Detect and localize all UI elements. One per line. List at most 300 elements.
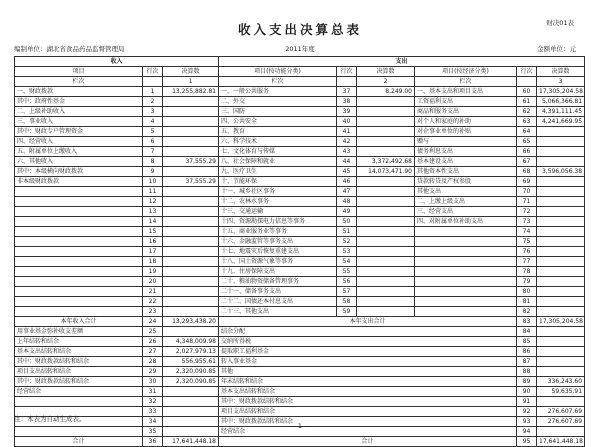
income-item: 一、财政拨款 [15,87,143,97]
carryover-value [163,327,219,337]
func-value: 8,249.00 [357,87,415,97]
table-row [15,137,585,147]
allocation-line: 92 [517,407,537,417]
income-value [163,187,219,197]
func-item: 二十二、国债还本付息支出 [219,297,337,307]
func-item: 十八、国土资源气象等事务 [219,257,337,267]
totals-row [15,317,585,327]
carryover-value [163,397,219,407]
carryover-line: 29 [143,367,163,377]
allocation-value: 276,607.69 [537,417,585,427]
econ-item: 债务利息支出 [415,147,517,157]
income-line: 15 [143,227,163,237]
col-header-item: 项目 [15,67,143,77]
carryover-line: 35 [143,427,163,437]
income-value [163,227,219,237]
econ-line: 63 [517,117,537,127]
econ-item: 贷款转贷及产权参股 [415,177,517,187]
col-header-line: 行次 [517,67,537,77]
func-line: 42 [337,137,357,147]
col-index-blank [517,77,537,87]
currency-unit: 金额单位：元 [537,45,576,53]
table-row [15,267,585,277]
allocation-line: 89 [517,377,537,387]
econ-item: 四、对附属单位补助支出 [415,217,517,227]
col-index-label: 栏次 [15,77,143,87]
income-line: 1 [143,87,163,97]
func-line: 51 [337,227,357,237]
income-item [15,197,143,207]
income-item [15,287,143,297]
income-value [163,207,219,217]
econ-line: 82 [517,307,537,317]
income-item [15,277,143,287]
econ-line: 60 [517,87,537,97]
col-header-econ-item: 项目(按经济分类) [415,67,517,77]
econ-item: 基本建设支出 [415,157,517,167]
income-value: 37,555.29 [163,157,219,167]
income-item [15,217,143,227]
econ-item: 对个人和家庭的补助 [415,117,517,127]
econ-value [537,217,585,227]
income-item [15,257,143,267]
expense-total-line: 83 [517,317,537,327]
income-line: 20 [143,277,163,287]
income-value [163,217,219,227]
econ-line: 64 [517,127,537,137]
econ-value [537,297,585,307]
func-item: 三、国防 [219,107,337,117]
allocation-value [537,347,585,357]
income-value: 13,255,882.81 [163,87,219,97]
econ-line: 69 [517,177,537,187]
carryover-value: 2,320,090.85 [163,367,219,377]
col-index-blank [143,77,163,87]
func-line: 53 [337,247,357,257]
income-item: 三、事业收入 [15,117,143,127]
income-line: 18 [143,257,163,267]
func-item: 六、科学技术 [219,137,337,147]
func-item: 八、社会保障和就业 [219,157,337,167]
func-line: 46 [337,177,357,187]
carryover-line: 30 [143,377,163,387]
func-item: 十四、资源勘探电力信息等事务 [219,217,337,227]
table-row [15,337,585,347]
func-item: 十六、金融监管等事务支出 [219,237,337,247]
expense-total-value: 17,305,204.58 [537,317,585,327]
econ-value [537,227,585,237]
func-value [357,297,415,307]
func-item: 五、教育 [219,127,337,137]
econ-value [537,187,585,197]
func-item: 十九、住房保障支出 [219,267,337,277]
econ-value [537,257,585,267]
func-line: 41 [337,127,357,137]
func-item: 九、医疗卫生 [219,167,337,177]
econ-line: 71 [517,197,537,207]
func-value [357,267,415,277]
col-index-label: 栏次 [415,77,517,87]
income-expense-table [14,56,585,447]
func-item: 一、一般公共服务 [219,87,337,97]
econ-line: 61 [517,97,537,107]
func-item: 二、外交 [219,97,337,107]
econ-item [415,287,517,297]
organization-label: 编制单位：湖北省食品药品监督管理局 [14,45,125,53]
income-item: 六、其他收入 [15,157,143,167]
table-row [15,397,585,407]
econ-line: 81 [517,297,537,307]
allocation-line: 85 [517,337,537,347]
carryover-item: 上年结转和结余 [15,337,143,347]
col-index-2: 2 [357,77,415,87]
econ-line: 66 [517,147,537,157]
econ-item: 对企事业单位的补贴 [415,127,517,137]
carryover-value: 2,027,979.13 [163,347,219,357]
table-row [15,97,585,107]
footnote: 注：本表为自动生成表。 [14,415,86,423]
income-line: 9 [143,167,163,177]
carryover-value: 4,348,009.98 [163,337,219,347]
col-header-budget: 决算数 [537,67,585,77]
table-row [15,117,585,127]
allocation-value [537,357,585,367]
income-line: 5 [143,127,163,137]
table-row [15,307,585,317]
func-line: 37 [337,87,357,97]
carryover-value [163,387,219,397]
allocation-line: 93 [517,417,537,427]
func-value [357,217,415,227]
func-value [357,187,415,197]
carryover-line: 25 [143,327,163,337]
table-row [15,327,585,337]
econ-value: 3,596,056.38 [537,167,585,177]
income-item: 非本级财政拨款 [15,177,143,187]
econ-line: 77 [517,257,537,267]
allocation-line: 94 [517,427,537,437]
allocation-line: 84 [517,327,537,337]
income-value [163,287,219,297]
econ-item: 其他支出 [415,187,517,197]
allocation-value [537,367,585,377]
econ-item [415,267,517,277]
income-item [15,267,143,277]
income-line: 10 [143,177,163,187]
func-line: 44 [337,157,357,167]
table-row [15,247,585,257]
carryover-line: 34 [143,417,163,427]
func-item: 七、文化体育与传媒 [219,147,337,157]
econ-value [537,307,585,317]
func-value [357,107,415,117]
table-row [15,87,585,97]
func-line: 43 [337,147,357,157]
func-line: 59 [337,307,357,317]
income-item [15,297,143,307]
income-value [163,297,219,307]
income-value [163,267,219,277]
func-item: 二十三、其他支出 [219,307,337,317]
econ-value: 4,391,111.45 [537,107,585,117]
allocation-item: 提取职工福利基金 [219,347,517,357]
econ-value [537,237,585,247]
carryover-line: 32 [143,397,163,407]
income-line: 11 [143,187,163,197]
income-value [163,247,219,257]
carryover-line: 31 [143,387,163,397]
func-item: 四、公共安全 [219,117,337,127]
income-line: 14 [143,217,163,227]
allocation-value: 276,607.69 [537,407,585,417]
allocation-item: 转入事业基金 [219,357,517,367]
column-number-row [15,77,585,87]
carryover-line: 28 [143,357,163,367]
form-number: 财决01表 [546,19,574,27]
income-total-label: 本年收入合计 [15,317,143,327]
table-row [15,367,585,377]
func-value [357,307,415,317]
income-total-line: 24 [143,317,163,327]
func-value [357,177,415,187]
fiscal-year: 2011年度 [285,45,315,53]
func-value [357,227,415,237]
econ-item [415,297,517,307]
page-number: — 1 — [289,422,311,430]
econ-item: 其他资本性支出 [415,167,517,177]
func-value [357,147,415,157]
econ-line: 76 [517,247,537,257]
column-header-row [15,67,585,77]
econ-value [537,157,585,167]
allocation-value: 336,243.60 [537,377,585,387]
allocation-item: 结余分配 [219,327,517,337]
col-index-blank [337,77,357,87]
table-row [15,277,585,287]
table-row [15,197,585,207]
carryover-item: 经营结余 [15,387,143,397]
func-value [357,197,415,207]
econ-item [415,227,517,237]
func-line: 57 [337,287,357,297]
econ-value [537,197,585,207]
col-header-line: 行次 [337,67,357,77]
col-header-budget: 决算数 [163,67,219,77]
func-item: 十一、城乡社区事务 [219,187,337,197]
econ-line: 68 [517,167,537,177]
func-value [357,137,415,147]
func-value: 3,372,492.68 [357,157,415,167]
func-item: 十三、交通运输 [219,207,337,217]
allocation-value [537,337,585,347]
table-row [15,127,585,137]
econ-value: 5,066,366.81 [537,97,585,107]
income-value [163,167,219,177]
income-value [163,237,219,247]
carryover-line: 33 [143,407,163,417]
income-value [163,307,219,317]
func-line: 54 [337,257,357,267]
table-row [15,387,585,397]
func-value [357,207,415,217]
allocation-value: 59,635.91 [537,387,585,397]
table-row [15,147,585,157]
carryover-item: 基本支出结转和结余 [15,347,143,357]
func-line: 40 [337,117,357,127]
page-title: 收入支出决算总表 [237,22,362,37]
income-value [163,97,219,107]
allocation-item: 其他 [219,367,517,377]
income-item [15,237,143,247]
allocation-item: 经营结余 [219,427,517,437]
allocation-line: 86 [517,347,537,357]
allocation-item: 其中：财政拨款结转和结余 [219,417,517,427]
func-line: 47 [337,187,357,197]
income-line: 6 [143,137,163,147]
income-line: 7 [143,147,163,157]
table-row [15,357,585,367]
income-line: 23 [143,307,163,317]
income-total-value: 13,293,438.20 [163,317,219,327]
func-value [357,277,415,287]
income-item: 四、经营收入 [15,137,143,147]
allocation-line: 91 [517,397,537,407]
econ-line: 74 [517,227,537,237]
func-item: 十二、农林水事务 [219,197,337,207]
income-line: 8 [143,157,163,167]
func-line: 49 [337,207,357,217]
income-item [15,247,143,257]
func-line: 58 [337,297,357,307]
carryover-item: 用事业基金弥补收支差额 [15,327,143,337]
table-row [15,237,585,247]
allocation-line: 87 [517,357,537,367]
income-value [163,257,219,267]
grand-total-line-in: 36 [143,437,163,447]
income-value [163,277,219,287]
func-line: 38 [337,97,357,107]
func-line: 50 [337,217,357,227]
income-line: 2 [143,97,163,107]
econ-value [537,127,585,137]
econ-line: 70 [517,187,537,197]
econ-value [537,277,585,287]
func-line: 45 [337,167,357,177]
table-row [15,177,585,187]
allocation-line: 90 [517,387,537,397]
func-line: 55 [337,267,357,277]
income-item: 其中：本级横向财政拨款 [15,167,143,177]
income-line: 19 [143,267,163,277]
table-row [15,297,585,307]
income-value [163,117,219,127]
func-line: 48 [337,197,357,207]
econ-value [537,247,585,257]
econ-item: 工资福利支出 [415,97,517,107]
econ-value [537,287,585,297]
income-line: 16 [143,237,163,247]
income-item [15,207,143,217]
carryover-line: 27 [143,347,163,357]
income-line: 4 [143,117,163,127]
func-line: 56 [337,277,357,287]
income-value: 37,555.29 [163,177,219,187]
econ-item: 一、基本支出和项目支出 [415,87,517,97]
income-value [163,137,219,147]
carryover-value: 2,320,090.85 [163,377,219,387]
allocation-item: 基本支出结转和结余 [219,387,517,397]
table-row [15,227,585,237]
allocation-value [537,397,585,407]
income-line: 21 [143,287,163,297]
income-value [163,107,219,117]
func-value: 14,073,471.90 [357,167,415,177]
func-item: 二十一、储备事务支出 [219,287,337,297]
grand-total-value-in: 17,641,448.18 [163,437,219,447]
income-line: 17 [143,247,163,257]
econ-line: 80 [517,287,537,297]
grand-total-value-out: 17,641,448.18 [537,437,585,447]
func-item: 二十、粮油物资储备管理事务 [219,277,337,287]
econ-item: 二、上缴上级支出 [415,197,517,207]
table-row [15,407,585,417]
econ-item: 赠与 [415,137,517,147]
col-header-func-item: 项目(按功能分类) [219,67,337,77]
income-item: 五、附属单位上缴收入 [15,147,143,157]
func-item: 十五、商业服务业等事务 [219,227,337,237]
section-header-row [15,57,585,67]
allocation-item: 交纳所得税 [219,337,517,347]
allocation-item: 项目支出结转和结余 [219,407,517,417]
income-item: 二、上级补助收入 [15,107,143,117]
grand-total-line-out: 95 [517,437,537,447]
income-line: 3 [143,107,163,117]
func-item: 十七、地震灾后恢复重建支出 [219,247,337,257]
econ-line: 62 [517,107,537,117]
econ-item [415,257,517,267]
table-row [15,107,585,117]
income-line: 12 [143,197,163,207]
func-line: 52 [337,237,357,247]
table-row [15,257,585,267]
table-row [15,207,585,217]
expense-section-header: 支出 [219,57,585,67]
expense-total-label: 本年支出合计 [219,317,517,327]
allocation-line: 88 [517,367,537,377]
income-value [163,127,219,137]
col-index-1: 1 [163,77,219,87]
func-item: 十、节能环保 [219,177,337,187]
econ-value [537,147,585,157]
income-value [163,147,219,157]
table-row [15,287,585,297]
col-index-3: 3 [537,77,585,87]
carryover-item: 项目支出结转和结余 [15,367,143,377]
table-row [15,347,585,357]
econ-line: 75 [517,237,537,247]
func-value [357,247,415,257]
grand-total-label: 合计 [15,437,143,447]
carryover-item [15,397,143,407]
income-item [15,227,143,237]
grand-total-row [15,437,585,447]
econ-value: 17,305,204.58 [537,87,585,97]
table-row [15,167,585,177]
econ-line: 79 [517,277,537,287]
income-item: 其中：政府性基金 [15,97,143,107]
col-header-line: 行次 [143,67,163,77]
econ-value [537,177,585,187]
